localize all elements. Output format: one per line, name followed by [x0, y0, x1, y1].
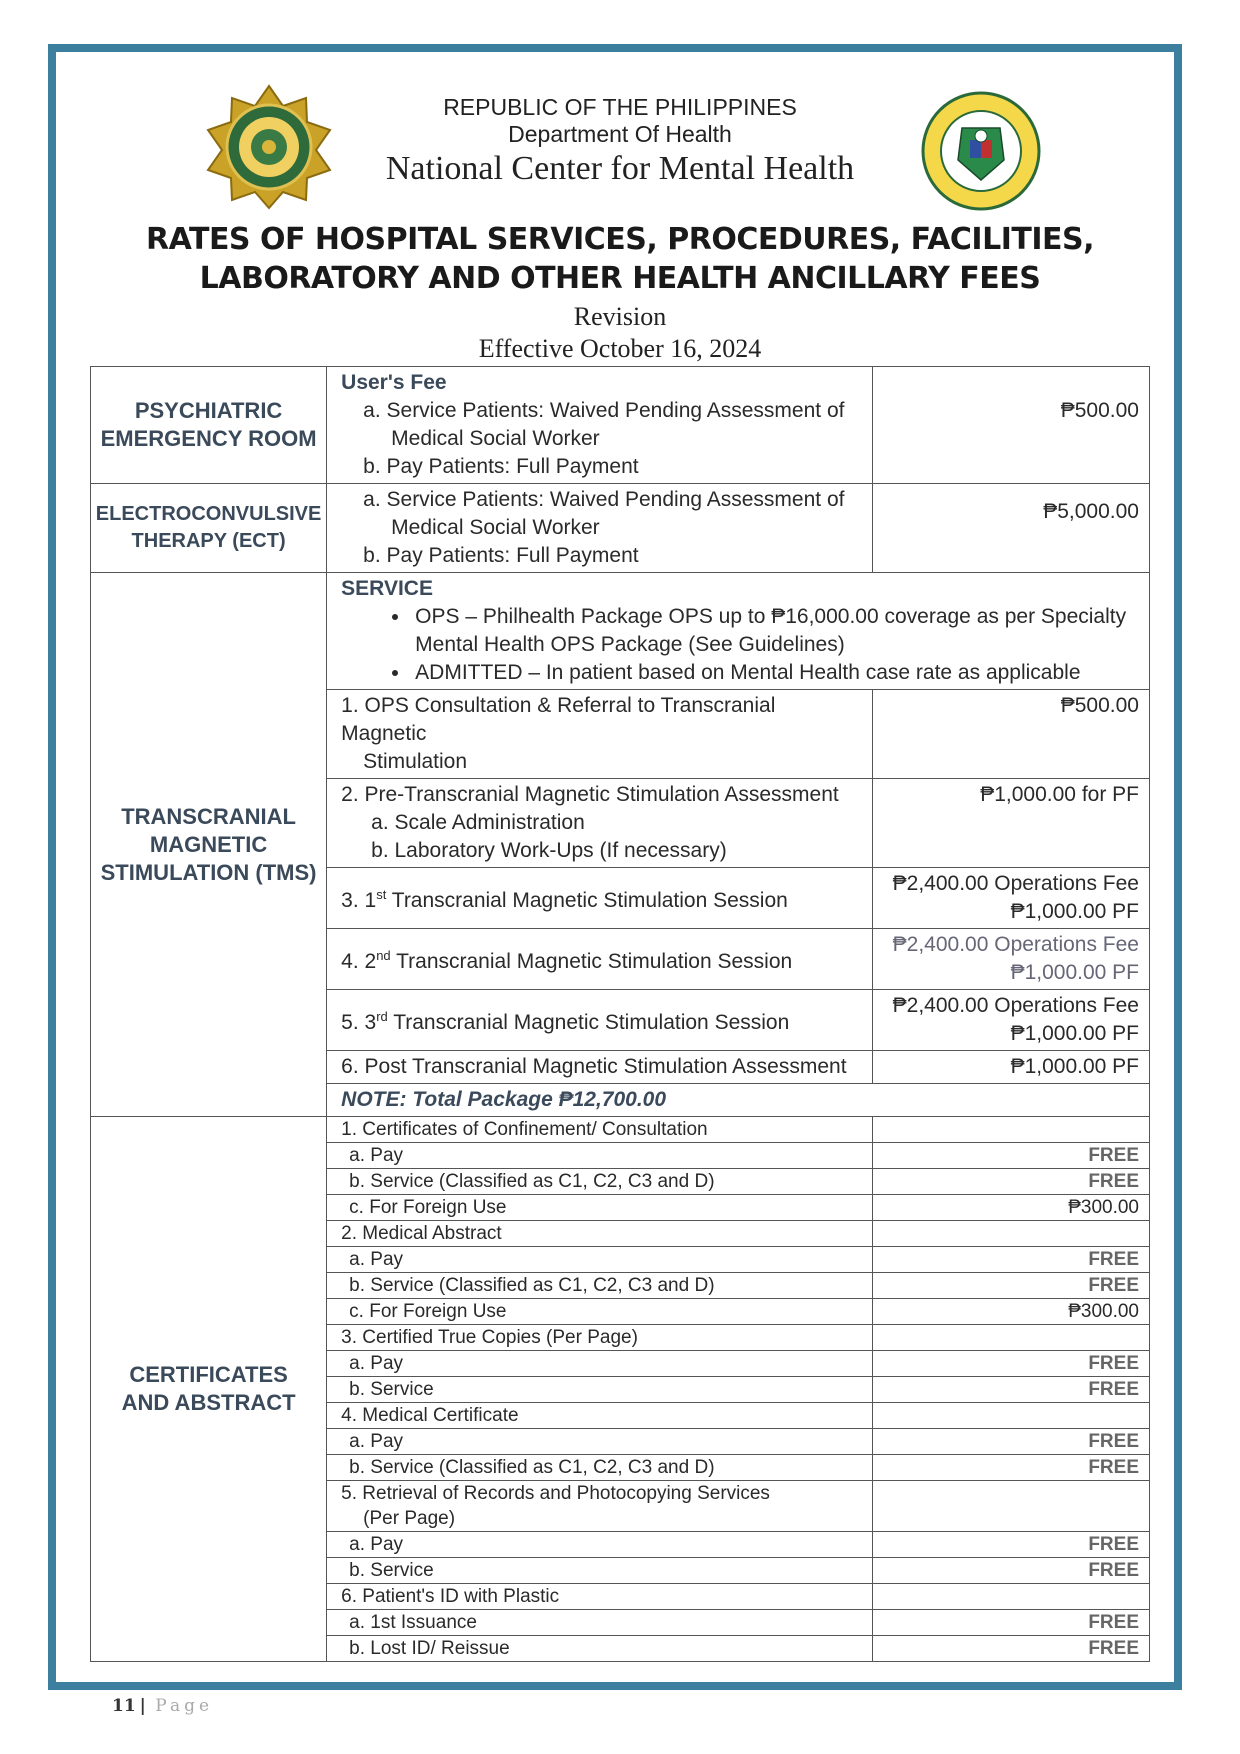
- cert-row-amount: FREE: [872, 1636, 1149, 1662]
- table-row: [91, 1117, 1150, 1143]
- ect-item-b: b. Pay Patients: Full Payment: [363, 544, 639, 567]
- cert-row-label: b. Service (Classified as C1, C2, C3 and D): [327, 1169, 873, 1195]
- tms-item-5-amount: ₱2,400.00 Operations Fee ₱1,000.00 PF: [872, 990, 1149, 1051]
- cert-row-amount: FREE: [872, 1610, 1149, 1636]
- ect-description: [327, 484, 873, 573]
- cert-row-label: a. Pay: [327, 1351, 873, 1377]
- ect-amount: ₱5,000.00: [872, 484, 1149, 573]
- category-label: AND ABSTRACT: [121, 1390, 296, 1415]
- cert-row-amount: FREE: [872, 1377, 1149, 1403]
- header-republic: REPUBLIC OF THE PHILIPPINES: [443, 94, 797, 120]
- category-label: TRANSCRANIAL: [121, 803, 296, 829]
- cert-row-label: 2. Medical Abstract: [327, 1221, 873, 1247]
- tms-item-4-amount: ₱2,400.00 Operations Fee ₱1,000.00 PF: [872, 929, 1149, 990]
- cert-row-label: b. Service (Classified as C1, C2, C3 and D): [327, 1455, 873, 1481]
- er-item-a: a. Service Patients: Waived Pending Assessment of: [363, 399, 845, 422]
- category-label: ELECTROCONVULSIVE: [95, 503, 322, 525]
- cert-row-amount: FREE: [872, 1169, 1149, 1195]
- tms-item-1: 1. OPS Consultation & Referral to Transcranial Magnetic Stimulation: [327, 690, 873, 779]
- tms-total-note: NOTE: Total Package ₱12,700.00: [327, 1084, 1150, 1117]
- document-title-line2: LABORATORY AND OTHER HEALTH ANCILLARY FEES: [199, 261, 1041, 296]
- tms-item-3-amount: ₱2,400.00 Operations Fee ₱1,000.00 PF: [872, 868, 1149, 929]
- cert-row-label: b. Service: [327, 1377, 873, 1403]
- tms-item-5: 5. 3rd Transcranial Magnetic Stimulation Session: [327, 990, 873, 1051]
- effective-date: Effective October 16, 2024: [478, 334, 762, 363]
- category-label: MAGNETIC: [149, 831, 268, 857]
- table-row: [91, 367, 1150, 484]
- cert-row-amount: [872, 1221, 1149, 1247]
- footer-separator: |: [139, 1696, 146, 1716]
- cert-row-label: 6. Patient's ID with Plastic: [327, 1584, 873, 1610]
- rates-table: [90, 366, 1150, 1662]
- category-label: CERTIFICATES: [129, 1362, 288, 1387]
- ect-item-a-cont: Medical Social Worker: [391, 516, 600, 539]
- users-fee-heading: User's Fee: [341, 371, 447, 394]
- cert-row-label: 4. Medical Certificate: [327, 1403, 873, 1429]
- cert-row-label: 1. Certificates of Confinement/ Consultation: [327, 1117, 873, 1143]
- cert-row-amount: FREE: [872, 1143, 1149, 1169]
- cert-row-label: b. Service (Classified as C1, C2, C3 and D): [327, 1273, 873, 1299]
- category-label: EMERGENCY ROOM: [100, 426, 317, 451]
- cert-row-label: a. Pay: [327, 1143, 873, 1169]
- cert-row-label: a. Pay: [327, 1429, 873, 1455]
- cert-row-amount: [872, 1584, 1149, 1610]
- bullet-ops: • OPS – Philhealth Package OPS up to ₱16,000.00 coverage as per Specialty Mental Health OPS Package (See Guidelines): [411, 603, 1141, 659]
- cert-row-amount: FREE: [872, 1532, 1149, 1558]
- tms-item-3: 3. 1st Transcranial Magnetic Stimulation Session: [327, 868, 873, 929]
- category-label: STIMULATION (TMS): [100, 859, 317, 885]
- tms-item-2-amount: ₱1,000.00 for PF: [872, 779, 1149, 868]
- cert-row-amount: FREE: [872, 1558, 1149, 1584]
- bullet-admitted: • ADMITTED – In patient based on Mental Health case rate as applicable: [411, 659, 1141, 687]
- page-word: Page: [155, 1696, 214, 1716]
- table-row: [91, 573, 1150, 690]
- cert-row-label: b. Lost ID/ Reissue: [327, 1636, 873, 1662]
- cert-row-label: 5. Retrieval of Records and Photocopying Services (Per Page): [327, 1481, 873, 1532]
- header-department: Department Of Health: [508, 121, 732, 147]
- cert-row-amount: FREE: [872, 1351, 1149, 1377]
- page-footer: [112, 1696, 213, 1716]
- document-title-line1: RATES OF HOSPITAL SERVICES, PROCEDURES, FACILITIES,: [145, 222, 1094, 257]
- er-item-b: b. Pay Patients: Full Payment: [363, 455, 639, 478]
- tms-item-6-amount: ₱1,000.00 PF: [872, 1051, 1149, 1084]
- revision-label: Revision: [573, 302, 667, 331]
- cert-row-amount: [872, 1481, 1149, 1532]
- cert-row-amount: [872, 1325, 1149, 1351]
- ect-item-a: a. Service Patients: Waived Pending Assessment of: [363, 488, 845, 511]
- cert-row-label: 3. Certified True Copies (Per Page): [327, 1325, 873, 1351]
- tms-item-6: 6. Post Transcranial Magnetic Stimulation Assessment: [327, 1051, 873, 1084]
- tms-service-info: [327, 573, 1150, 690]
- category-certificates: [91, 1117, 327, 1662]
- cert-row-label: c. For Foreign Use: [327, 1195, 873, 1221]
- category-label: PSYCHIATRIC: [134, 398, 283, 423]
- cert-row-amount: FREE: [872, 1247, 1149, 1273]
- cert-row-amount: [872, 1117, 1149, 1143]
- tms-item-1-amount: ₱500.00: [872, 690, 1149, 779]
- er-amount: ₱500.00: [872, 367, 1149, 484]
- cert-row-amount: ₱300.00: [872, 1299, 1149, 1325]
- category-tms: [91, 573, 327, 1117]
- er-item-a-cont: Medical Social Worker: [391, 427, 600, 450]
- cert-row-amount: ₱300.00: [872, 1195, 1149, 1221]
- er-description: [327, 367, 873, 484]
- cert-row-label: c. For Foreign Use: [327, 1299, 873, 1325]
- cert-row-amount: FREE: [872, 1429, 1149, 1455]
- cert-row-label: a. 1st Issuance: [327, 1610, 873, 1636]
- tms-item-4: 4. 2nd Transcranial Magnetic Stimulation Session: [327, 929, 873, 990]
- tms-item-2: 2. Pre-Transcranial Magnetic Stimulation Assessment a. Scale Administration b. Laboratory Work-Ups (If necessary): [327, 779, 873, 868]
- cert-row-label: b. Service: [327, 1558, 873, 1584]
- cert-row-label: a. Pay: [327, 1247, 873, 1273]
- category-ect: [91, 484, 327, 573]
- cert-row-label: a. Pay: [327, 1532, 873, 1558]
- category-psychiatric-er: [91, 367, 327, 484]
- cert-row-amount: [872, 1403, 1149, 1429]
- category-label: THERAPY (ECT): [131, 530, 286, 552]
- cert-row-amount: FREE: [872, 1455, 1149, 1481]
- header-center-name: National Center for Mental Health: [385, 150, 855, 187]
- service-heading: SERVICE: [341, 577, 433, 600]
- cert-row-amount: FREE: [872, 1273, 1149, 1299]
- page-number: 11: [112, 1696, 136, 1716]
- table-row: [91, 484, 1150, 573]
